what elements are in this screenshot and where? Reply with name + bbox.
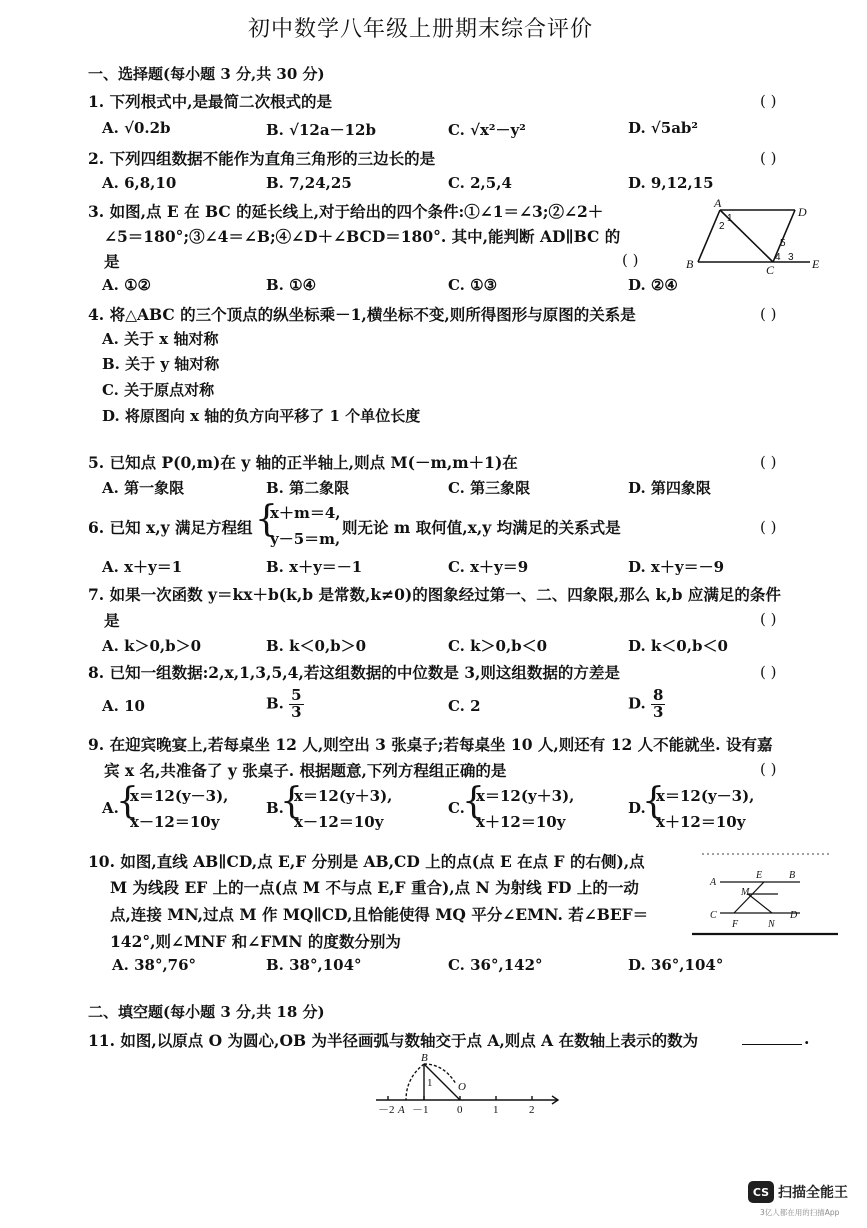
fig11-tick-1: 1 xyxy=(493,1104,499,1116)
question-4-stem: 4. 将△ABC 的三个顶点的纵坐标乘－1,横坐标不变,则所得图形与原图的关系是 xyxy=(88,305,636,324)
fig10-label-C: C xyxy=(710,910,717,921)
q8-option-b-fraction xyxy=(289,688,303,721)
question-3-line-3: 是 xyxy=(104,252,120,271)
answer-paren-9: ( ) xyxy=(760,760,777,778)
answer-paren-6: ( ) xyxy=(760,518,777,536)
answer-paren-4: ( ) xyxy=(760,305,777,323)
question-6-pre: 6. 已知 x,y 满足方程组 xyxy=(88,518,253,537)
section-heading-choice: 一、选择题(每小题 3 分,共 30 分) xyxy=(88,65,325,83)
answer-paren-1: ( ) xyxy=(760,92,777,110)
q9-option-a-brace: { xyxy=(116,781,139,822)
question-6-post: 则无论 m 取何值,x,y 均满足的关系式是 xyxy=(342,518,621,537)
fig3-angle-4: 4 xyxy=(775,252,781,263)
q3-option-b: B. ①④ xyxy=(266,276,317,294)
question-9-line-2: 宾 x 名,共准备了 y 张桌子. 根据题意,下列方程组正确的是 xyxy=(104,761,507,780)
q6-system-brace: { xyxy=(255,499,278,540)
fig3-angle-1: 1 xyxy=(727,213,733,224)
question-2-stem: 2. 下列四组数据不能作为直角三角形的三边长的是 xyxy=(88,149,436,168)
q7-option-b: B. k＜0,b＞0 xyxy=(266,637,367,655)
q5-option-a: A. 第一象限 xyxy=(102,479,185,497)
fig10-label-E: E xyxy=(756,870,763,881)
q9-option-c-label: C. xyxy=(448,799,465,817)
q8-b-numerator: 5 xyxy=(291,686,302,704)
fig11-tick-minus2: －2 xyxy=(378,1104,395,1116)
question-3-line-1: 3. 如图,点 E 在 BC 的延长线上,对于给出的四个条件:①∠1＝∠3;②∠2＋ xyxy=(88,202,604,221)
fig3-label-C: C xyxy=(766,263,775,277)
section-heading-fill: 二、填空题(每小题 3 分,共 18 分) xyxy=(88,1003,325,1021)
fig3-angle-5: 5 xyxy=(780,238,786,249)
q9-option-b-label: B. xyxy=(266,799,284,817)
fig3-label-E: E xyxy=(812,257,820,271)
fig10-label-F: F xyxy=(732,919,739,930)
fig3-label-B: B xyxy=(686,257,694,271)
q8-option-d xyxy=(628,688,665,721)
q2-option-d: D. 9,12,15 xyxy=(628,174,714,192)
fig10-label-M: M xyxy=(741,887,750,898)
fig3-label-D: D xyxy=(798,205,807,219)
q9-option-b-brace: { xyxy=(280,781,303,822)
q10-option-c: C. 36°,142° xyxy=(448,956,543,974)
q5-option-b: B. 第二象限 xyxy=(266,479,350,497)
scanner-app-name: 扫描全能王 xyxy=(778,1185,848,1201)
answer-paren-7: ( ) xyxy=(760,610,777,628)
q1-option-d: D. √5ab² xyxy=(628,119,698,137)
fig10-label-A: A xyxy=(710,877,717,888)
q1-option-a: A. √0.2b xyxy=(102,119,171,137)
q9-option-a-eq2: x－12＝10y xyxy=(130,813,220,831)
fig3-angle-3: 3 xyxy=(788,252,794,263)
q4-option-b: B. 关于 y 轴对称 xyxy=(102,355,220,373)
q9-option-c-eq1: x＝12(y＋3), xyxy=(476,787,575,805)
q8-b-denominator: 3 xyxy=(291,702,302,721)
fig10-label-D: D xyxy=(790,910,798,921)
question-5-stem: 5. 已知点 P(0,m)在 y 轴的正半轴上,则点 M(－m,m＋1)在 xyxy=(88,453,518,472)
q3-parallelogram-figure xyxy=(680,196,830,278)
q9-option-c-brace: { xyxy=(462,781,485,822)
answer-paren-5: ( ) xyxy=(760,453,777,471)
q9-option-d-eq1: x＝12(y－3), xyxy=(656,787,755,805)
q8-option-b xyxy=(266,688,304,721)
q8-option-d-label: D. xyxy=(628,694,646,713)
q11-answer-blank[interactable] xyxy=(742,1030,802,1049)
fig11-label-O: O xyxy=(458,1081,466,1093)
q4-option-a: A. 关于 x 轴对称 xyxy=(102,330,219,348)
question-10-line-1: 10. 如图,直线 AB∥CD,点 E,F 分别是 AB,CD 上的点(点 E 在点 F 的右侧),点 xyxy=(88,852,645,871)
q8-option-c: C. 2 xyxy=(448,697,481,715)
question-10-line-2: M 为线段 EF 上的一点(点 M 不与点 E,F 重合),点 N 为射线 FD 上的一动 xyxy=(110,878,639,897)
fig11-tick-2: 2 xyxy=(529,1104,535,1116)
q3-option-c: C. ①③ xyxy=(448,276,498,294)
question-11-stem: 11. 如图,以原点 O 为圆心,OB 为半径画弧与数轴交于点 A,则点 A 在数轴上表示的数为 xyxy=(88,1031,699,1050)
q9-option-d-label: D. xyxy=(628,799,646,817)
q8-d-denominator: 3 xyxy=(652,702,664,721)
q5-option-c: C. 第三象限 xyxy=(448,479,531,497)
answer-paren-3: ( ) xyxy=(622,251,639,269)
q9-option-a-eq1: x＝12(y－3), xyxy=(130,787,229,805)
fig10-label-N: N xyxy=(768,919,775,930)
question-10-line-4: 142°,则∠MNF 和∠FMN 的度数分别为 xyxy=(110,932,401,951)
q4-option-d: D. 将原图向 x 轴的负方向平移了 1 个单位长度 xyxy=(102,407,421,425)
fig11-label-one: 1 xyxy=(427,1077,433,1089)
fig11-tick-0: 0 xyxy=(457,1104,463,1116)
q9-option-c-eq2: x＋12＝10y xyxy=(476,813,566,831)
question-1-stem: 1. 下列根式中,是最简二次根式的是 xyxy=(88,92,332,111)
q6-option-c: C. x＋y＝9 xyxy=(448,558,529,576)
q9-option-b-eq2: x－12＝10y xyxy=(294,813,384,831)
q2-option-a: A. 6,8,10 xyxy=(102,174,177,192)
q1-option-b: B. √12a－12b xyxy=(266,121,376,139)
fig11-tick-minus1: －1 xyxy=(412,1104,429,1116)
q6-option-d: D. x＋y＝－9 xyxy=(628,558,725,576)
q9-option-a-label: A. xyxy=(102,799,119,817)
q2-option-b: B. 7,24,25 xyxy=(266,174,352,192)
question-8-stem: 8. 已知一组数据:2,x,1,3,5,4,若这组数据的中位数是 3,则这组数据的方差是 xyxy=(88,663,620,682)
q6-option-a: A. x＋y＝1 xyxy=(102,558,183,576)
fig11-label-B: B xyxy=(421,1052,428,1064)
answer-paren-8: ( ) xyxy=(760,663,777,681)
q7-option-a: A. k＞0,b＞0 xyxy=(102,637,202,655)
q6-equation-1: x＋m＝4, xyxy=(270,504,341,522)
question-3-line-2: ∠5＝180°;③∠4＝∠B;④∠D＋∠BCD＝180°. 其中,能判断 AD∥BC 的 xyxy=(104,227,621,246)
q10-option-d: D. 36°,104° xyxy=(628,956,724,974)
q8-d-numerator: 8 xyxy=(652,686,664,704)
page-title: 初中数学八年级上册期末综合评价 xyxy=(248,17,594,42)
q3-option-d: D. ②④ xyxy=(628,276,678,294)
q1-option-c: C. √x²－y² xyxy=(448,121,526,139)
q10-parallel-lines-figure xyxy=(692,848,840,940)
fig3-label-A: A xyxy=(714,196,722,210)
q8-option-d-fraction xyxy=(651,688,665,721)
q7-option-c: C. k＞0,b＜0 xyxy=(448,637,548,655)
q8-option-a: A. 10 xyxy=(102,697,145,715)
fig10-label-B: B xyxy=(789,870,796,881)
q5-option-d: D. 第四象限 xyxy=(628,479,711,497)
question-7-line-1: 7. 如果一次函数 y＝kx＋b(k,b 是常数,k≠0)的图象经过第一、二、四象限,那么 k,b 应满足的条件 xyxy=(88,585,781,604)
q9-option-b-eq1: x＝12(y＋3), xyxy=(294,787,393,805)
fig3-angle-2: 2 xyxy=(719,221,725,232)
scanner-app-slogan: 3亿人都在用的扫描App xyxy=(760,1208,840,1217)
fig11-label-A: A xyxy=(398,1104,405,1116)
q4-option-c: C. 关于原点对称 xyxy=(102,381,215,399)
q9-option-d-brace: { xyxy=(642,781,665,822)
q10-option-b: B. 38°,104° xyxy=(266,956,362,974)
question-10-line-3: 点,连接 MN,过点 M 作 MQ∥CD,且恰能使得 MQ 平分∠EMN. 若∠BEF＝ xyxy=(110,905,649,924)
q10-option-a: A. 38°,76° xyxy=(112,956,197,974)
question-9-line-1: 9. 在迎宾晚宴上,若每桌坐 12 人,则空出 3 张桌子;若每桌坐 10 人,则还有 12 人不能就坐. 设有嘉 xyxy=(88,735,773,754)
answer-paren-2: ( ) xyxy=(760,149,777,167)
q6-equation-2: y－5＝m, xyxy=(270,530,341,548)
q8-option-b-label: B. xyxy=(266,694,284,713)
scanner-app-logo: CS xyxy=(748,1181,774,1203)
q6-option-b: B. x＋y＝－1 xyxy=(266,558,363,576)
q9-option-d-eq2: x＋12＝10y xyxy=(656,813,746,831)
q11-number-line-figure xyxy=(368,1050,568,1122)
question-7-line-2: 是 xyxy=(104,611,120,630)
q3-option-a: A. ①② xyxy=(102,276,151,294)
q7-option-d: D. k＜0,b＜0 xyxy=(628,637,728,655)
question-11-end: . xyxy=(804,1029,810,1048)
q2-option-c: C. 2,5,4 xyxy=(448,174,512,192)
